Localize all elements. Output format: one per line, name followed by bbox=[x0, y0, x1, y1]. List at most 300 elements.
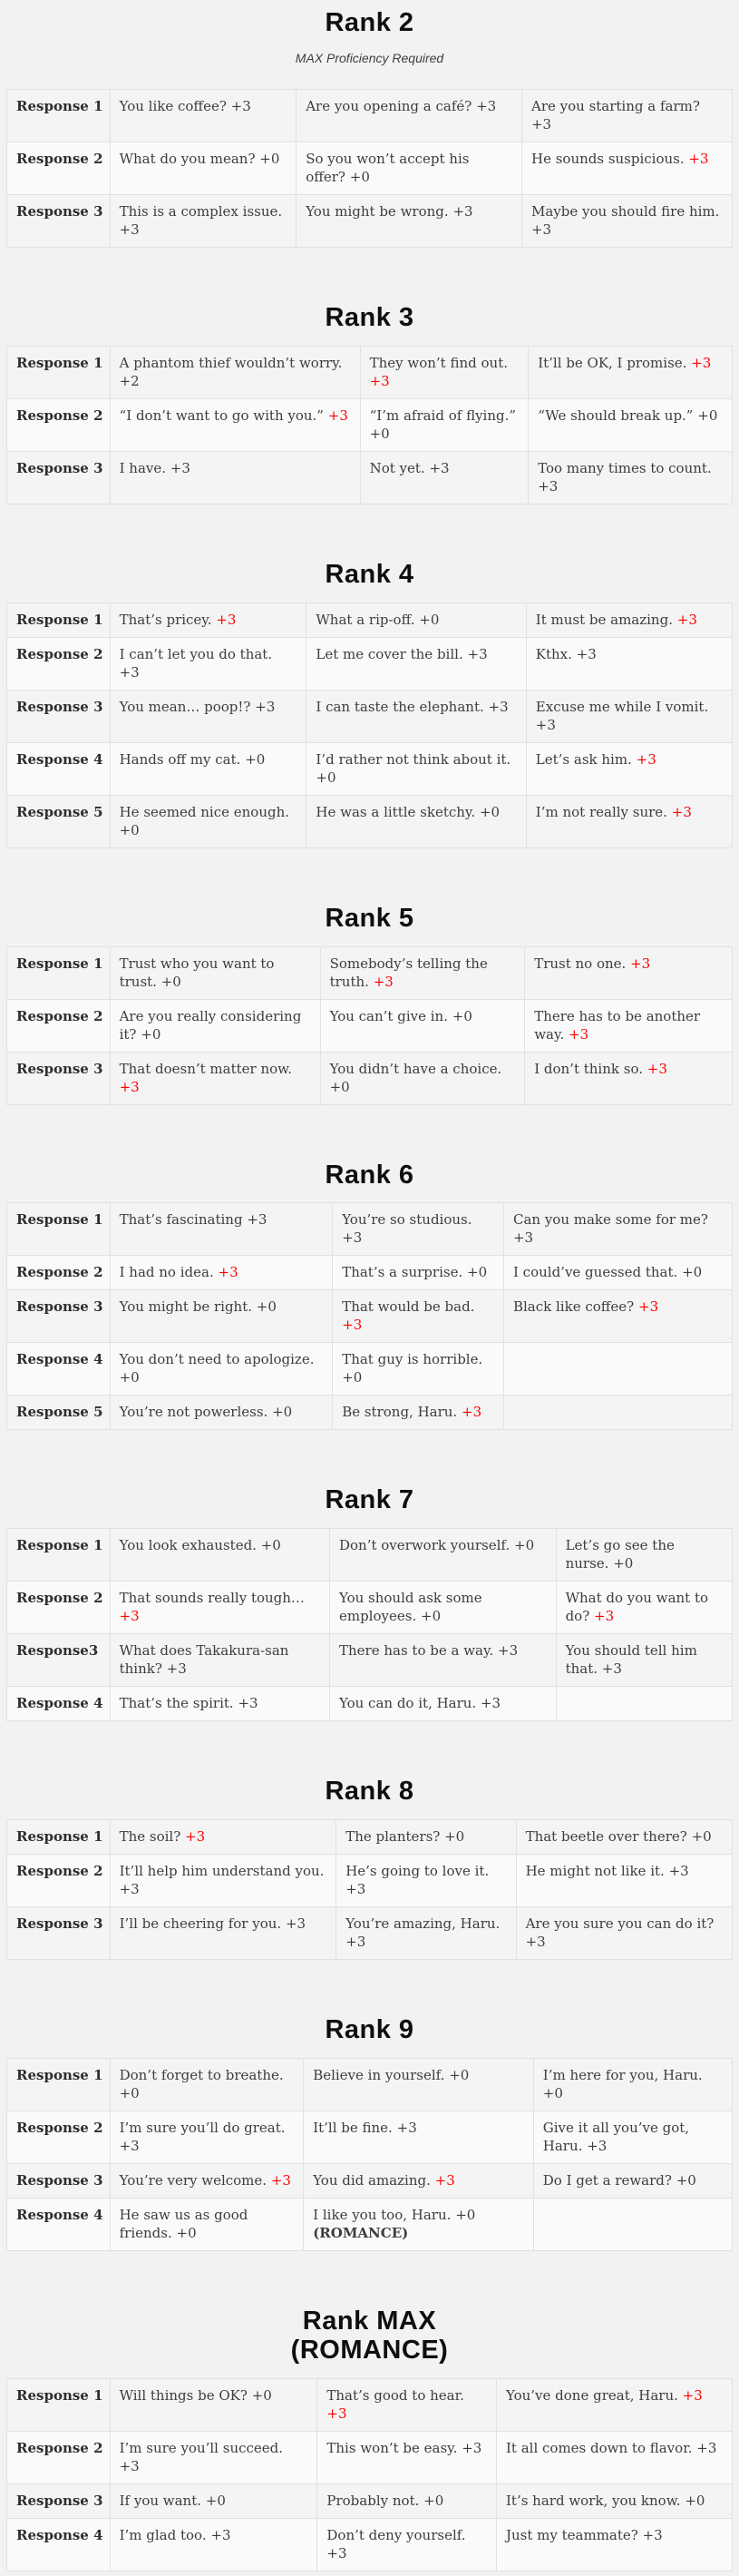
response-cell bbox=[110, 1052, 320, 1104]
response-cell bbox=[336, 1855, 516, 1907]
response-text: What a rip-off. bbox=[316, 611, 415, 628]
bonus-value: +3 bbox=[326, 2544, 347, 2561]
bonus-value: +0 bbox=[449, 2067, 470, 2084]
bonus-value: +0 bbox=[697, 406, 718, 424]
bonus-value: +3 bbox=[498, 1642, 519, 1660]
response-cell bbox=[306, 690, 526, 742]
response-text: You might be wrong. bbox=[306, 202, 449, 220]
rank-title-text: Rank 8 bbox=[325, 1777, 414, 1807]
bonus-value: +3 bbox=[576, 645, 597, 662]
bonus-value: +3 bbox=[476, 97, 497, 114]
response-text: “We should break up.” bbox=[538, 406, 694, 424]
response-cell bbox=[110, 2518, 317, 2571]
response-text: What does Takakura-san think? bbox=[119, 1642, 289, 1678]
response-cell bbox=[336, 1820, 516, 1855]
response-cell bbox=[110, 1855, 336, 1907]
response-text: You can’t give in. bbox=[329, 1007, 448, 1024]
response-text: You’ve done great, Haru. bbox=[505, 2386, 678, 2404]
bonus-value: +3 bbox=[119, 663, 140, 681]
response-text: This is a complex issue. bbox=[119, 202, 283, 220]
response-cell bbox=[533, 2111, 732, 2164]
response-text: I can’t let you do that. bbox=[119, 645, 273, 662]
response-cell bbox=[556, 1634, 732, 1687]
response-text: You should ask some employees. bbox=[338, 1590, 482, 1625]
rank-title bbox=[6, 905, 733, 934]
table-row bbox=[7, 2199, 733, 2251]
bonus-value: +0 bbox=[119, 2085, 140, 2102]
romance-note: (ROMANCE) bbox=[313, 2225, 409, 2242]
response-text: “I’m afraid of flying.” bbox=[369, 406, 517, 424]
rank-section bbox=[6, 1778, 733, 1960]
response-text: He sounds suspicious. bbox=[530, 150, 685, 167]
rank-title bbox=[6, 1161, 733, 1190]
response-text: Believe in yourself. bbox=[313, 2067, 445, 2084]
bonus-value: +0 bbox=[260, 1537, 281, 1554]
response-cell bbox=[503, 1256, 732, 1290]
responses-table bbox=[6, 2378, 733, 2571]
response-text: Trust who you want to trust. bbox=[119, 955, 275, 990]
response-cell bbox=[110, 1290, 333, 1343]
response-label: Response 2 bbox=[7, 1855, 111, 1907]
response-text: He’s going to love it. bbox=[345, 1863, 490, 1880]
bonus-value: +0 bbox=[259, 150, 280, 167]
response-label: Response 3 bbox=[7, 2164, 111, 2199]
response-text: You like coffee? bbox=[119, 97, 227, 114]
response-cell bbox=[503, 1343, 732, 1396]
bonus-value-best: +3 bbox=[218, 1264, 238, 1281]
response-cell bbox=[333, 1290, 504, 1343]
bonus-value: +3 bbox=[668, 1863, 689, 1880]
response-cell bbox=[521, 194, 732, 247]
response-text: The soil? bbox=[119, 1828, 181, 1846]
table-row bbox=[7, 2111, 733, 2164]
response-text: It’ll be fine. bbox=[313, 2120, 393, 2137]
response-cell bbox=[333, 1203, 504, 1256]
response-cell bbox=[556, 1687, 732, 1721]
response-text: That’s good to hear. bbox=[326, 2386, 464, 2404]
response-text: There has to be a way. bbox=[338, 1642, 494, 1660]
response-label: Response 2 bbox=[7, 999, 111, 1052]
response-cell bbox=[329, 1687, 556, 1721]
response-text: That sounds really tough… bbox=[119, 1590, 305, 1607]
response-text: You should tell him that. bbox=[565, 1642, 697, 1678]
response-cell bbox=[503, 1290, 732, 1343]
response-label: Response 5 bbox=[7, 795, 111, 847]
response-cell bbox=[306, 795, 526, 847]
response-cell bbox=[110, 602, 306, 637]
response-text: Can you make some for me? bbox=[512, 1211, 708, 1229]
responses-table bbox=[6, 89, 733, 248]
bonus-value-best: +3 bbox=[270, 2172, 291, 2189]
table-row bbox=[7, 1687, 733, 1721]
bonus-value-best: +3 bbox=[326, 2405, 347, 2422]
bonus-value: +0 bbox=[613, 1555, 634, 1572]
bonus-value-best: +3 bbox=[369, 372, 390, 389]
rank-section bbox=[6, 561, 733, 848]
responses-table bbox=[6, 1819, 733, 1960]
response-text: You’re so studious. bbox=[342, 1211, 472, 1229]
response-cell bbox=[306, 742, 526, 795]
bonus-value: +3 bbox=[512, 1229, 534, 1247]
bonus-value-best: +3 bbox=[630, 955, 651, 972]
rank-section bbox=[6, 2016, 733, 2251]
table-row bbox=[7, 1290, 733, 1343]
response-label: Response 1 bbox=[7, 1529, 111, 1582]
response-cell bbox=[317, 2483, 497, 2518]
rank-title-text: Rank 3 bbox=[325, 302, 414, 332]
rank-section bbox=[6, 304, 733, 504]
table-row bbox=[7, 1634, 733, 1687]
response-label: Response 3 bbox=[7, 690, 111, 742]
response-text: Maybe you should fire him. bbox=[530, 202, 720, 220]
bonus-value: +0 bbox=[685, 2492, 705, 2509]
response-cell bbox=[329, 1582, 556, 1634]
response-text: You’re very welcome. bbox=[119, 2172, 267, 2189]
response-label: Response 1 bbox=[7, 946, 111, 999]
bonus-value-best: +3 bbox=[647, 1060, 667, 1077]
response-text: You’re amazing, Haru. bbox=[345, 1915, 501, 1933]
response-text: I’m not really sure. bbox=[535, 803, 667, 820]
response-cell bbox=[297, 194, 522, 247]
response-text: Are you opening a café? bbox=[306, 97, 472, 114]
response-label: Response 3 bbox=[7, 451, 111, 504]
response-text: Are you really considering it? bbox=[119, 1007, 302, 1043]
rank-title-text: Rank 2 bbox=[325, 8, 414, 37]
response-label: Response 5 bbox=[7, 1396, 111, 1430]
table-row bbox=[7, 1052, 733, 1104]
response-cell bbox=[320, 946, 525, 999]
responses-table bbox=[6, 346, 733, 504]
bonus-value: +0 bbox=[676, 2172, 696, 2189]
bonus-value-best: +3 bbox=[216, 611, 237, 628]
bonus-value: +0 bbox=[176, 2225, 197, 2242]
response-label: Response 4 bbox=[7, 2199, 111, 2251]
response-cell bbox=[516, 1820, 732, 1855]
bonus-value: +0 bbox=[455, 2207, 476, 2224]
table-row bbox=[7, 2518, 733, 2571]
rank-title-text: Rank 6 bbox=[325, 1160, 414, 1190]
responses-table bbox=[6, 1528, 733, 1721]
response-text: I’ll be cheering for you. bbox=[119, 1915, 282, 1933]
bonus-value: +3 bbox=[119, 2138, 140, 2155]
response-text: Just my teammate? bbox=[505, 2526, 638, 2543]
rank-section bbox=[6, 2307, 733, 2571]
response-text: It must be amazing. bbox=[535, 611, 673, 628]
response-cell bbox=[526, 690, 732, 742]
response-cell bbox=[525, 1052, 733, 1104]
response-cell bbox=[110, 2431, 317, 2483]
table-row bbox=[7, 690, 733, 742]
response-cell bbox=[304, 2199, 534, 2251]
responses-table bbox=[6, 602, 733, 848]
response-text: Give it all you’ve got, Haru. bbox=[542, 2120, 690, 2155]
bonus-value-best: +3 bbox=[119, 1608, 140, 1625]
response-cell bbox=[306, 637, 526, 690]
response-cell bbox=[526, 602, 732, 637]
bonus-value: +0 bbox=[349, 168, 370, 185]
response-cell bbox=[526, 795, 732, 847]
table-row bbox=[7, 795, 733, 847]
response-cell bbox=[556, 1582, 732, 1634]
bonus-value: +0 bbox=[272, 1404, 293, 1421]
table-row bbox=[7, 451, 733, 504]
response-cell bbox=[110, 2483, 317, 2518]
response-text: This won’t be easy. bbox=[326, 2439, 458, 2456]
response-cell bbox=[556, 1529, 732, 1582]
bonus-value-best: +3 bbox=[185, 1828, 206, 1846]
bonus-value: +3 bbox=[467, 645, 488, 662]
bonus-value: +3 bbox=[285, 1915, 306, 1933]
bonus-value: +3 bbox=[587, 2138, 608, 2155]
response-cell bbox=[110, 2378, 317, 2431]
response-cell bbox=[110, 999, 320, 1052]
response-text: The planters? bbox=[345, 1828, 441, 1846]
response-label: Response 1 bbox=[7, 346, 111, 398]
response-text: You look exhausted. bbox=[119, 1537, 257, 1554]
response-label: Response 2 bbox=[7, 637, 111, 690]
response-cell bbox=[304, 2059, 534, 2111]
response-label: Response 1 bbox=[7, 2059, 111, 2111]
table-row bbox=[7, 602, 733, 637]
bonus-value: +0 bbox=[251, 2386, 272, 2404]
response-label: Response 1 bbox=[7, 1203, 111, 1256]
response-text: That beetle over there? bbox=[525, 1828, 687, 1846]
bonus-value: +0 bbox=[342, 1369, 363, 1386]
bonus-value-best: +3 bbox=[638, 1298, 659, 1316]
bonus-value: +3 bbox=[230, 97, 251, 114]
response-text: I’m sure you’ll do great. bbox=[119, 2120, 286, 2137]
response-text: He was a little sketchy. bbox=[316, 803, 476, 820]
response-label: Response 4 bbox=[7, 1343, 111, 1396]
response-text: Probably not. bbox=[326, 2492, 420, 2509]
response-text: He saw us as good friends. bbox=[119, 2207, 248, 2242]
bonus-value: +3 bbox=[345, 1934, 366, 1951]
bonus-value: +0 bbox=[423, 2492, 444, 2509]
response-text: Are you sure you can do it? bbox=[525, 1915, 715, 1933]
bonus-value: +3 bbox=[345, 1881, 366, 1898]
response-text: Black like coffee? bbox=[512, 1298, 635, 1316]
response-text: I’d rather not think about it. bbox=[316, 750, 511, 768]
response-cell bbox=[110, 1687, 329, 1721]
response-text: Too many times to count. bbox=[538, 459, 712, 476]
table-row bbox=[7, 1582, 733, 1634]
response-cell bbox=[329, 1529, 556, 1582]
rank-title bbox=[6, 2016, 733, 2045]
response-label: Response 3 bbox=[7, 1290, 111, 1343]
response-text: If you want. bbox=[119, 2492, 202, 2509]
response-text: A phantom thief wouldn’t worry. bbox=[119, 354, 343, 371]
response-text: It all comes down to flavor. bbox=[505, 2439, 693, 2456]
table-row bbox=[7, 89, 733, 142]
rank-title bbox=[6, 1486, 733, 1515]
rank-section bbox=[6, 1486, 733, 1721]
response-text: It’ll be OK, I promise. bbox=[538, 354, 687, 371]
rank-title-text: Rank MAX bbox=[302, 2307, 437, 2336]
table-row bbox=[7, 1907, 733, 1960]
bonus-value: +0 bbox=[514, 1537, 535, 1554]
response-cell bbox=[521, 89, 732, 142]
response-cell bbox=[110, 1820, 336, 1855]
rank-title bbox=[6, 9, 733, 38]
response-cell bbox=[526, 637, 732, 690]
bonus-value: +3 bbox=[530, 115, 552, 132]
table-row bbox=[7, 999, 733, 1052]
bonus-value-best: +3 bbox=[636, 750, 656, 768]
bonus-value: +0 bbox=[479, 803, 501, 820]
response-cell bbox=[110, 346, 360, 398]
response-text: You don’t need to apologize. bbox=[119, 1351, 315, 1368]
bonus-value-best: +3 bbox=[327, 406, 348, 424]
bonus-value-best: +3 bbox=[671, 803, 692, 820]
response-cell bbox=[529, 451, 733, 504]
response-cell bbox=[110, 2111, 304, 2164]
table-row bbox=[7, 1529, 733, 1582]
response-label: Response 1 bbox=[7, 602, 111, 637]
table-row bbox=[7, 142, 733, 194]
response-cell bbox=[297, 142, 522, 194]
response-cell bbox=[333, 1256, 504, 1290]
response-cell bbox=[329, 1634, 556, 1687]
response-text: He seemed nice enough. bbox=[119, 803, 290, 820]
response-text: Don’t forget to breathe. bbox=[119, 2067, 284, 2084]
response-text: Somebody’s telling the truth. bbox=[329, 955, 488, 990]
bonus-value-best: +3 bbox=[688, 150, 709, 167]
response-cell bbox=[526, 742, 732, 795]
response-cell bbox=[360, 398, 529, 451]
response-cell bbox=[304, 2111, 534, 2164]
response-text: “I don’t want to go with you.” bbox=[119, 406, 324, 424]
bonus-value: +3 bbox=[462, 2439, 482, 2456]
response-cell bbox=[336, 1907, 516, 1960]
bonus-value: +3 bbox=[166, 1660, 187, 1678]
response-cell bbox=[110, 1203, 333, 1256]
response-cell bbox=[110, 398, 360, 451]
bonus-value: +0 bbox=[421, 1608, 442, 1625]
response-cell bbox=[320, 1052, 525, 1104]
response-cell bbox=[496, 2378, 732, 2431]
response-cell bbox=[110, 194, 297, 247]
response-cell bbox=[516, 1907, 732, 1960]
bonus-value-best: +3 bbox=[119, 1078, 140, 1095]
response-text: So you won’t accept his offer? bbox=[306, 150, 470, 185]
response-text: That’s a surprise. bbox=[342, 1264, 463, 1281]
table-row bbox=[7, 2378, 733, 2431]
response-cell bbox=[333, 1396, 504, 1430]
response-text: Excuse me while I vomit. bbox=[535, 698, 709, 715]
bonus-value: +0 bbox=[256, 1298, 277, 1316]
rank-title-text: Rank 5 bbox=[325, 903, 414, 933]
response-cell bbox=[503, 1396, 732, 1430]
rank-title-line2: (ROMANCE) bbox=[290, 2336, 449, 2365]
response-label: Response 1 bbox=[7, 89, 111, 142]
response-text: That guy is horrible. bbox=[342, 1351, 483, 1368]
response-text: You did amazing. bbox=[313, 2172, 431, 2189]
response-label: Response 1 bbox=[7, 1820, 111, 1855]
response-label: Response 2 bbox=[7, 142, 111, 194]
table-row bbox=[7, 2059, 733, 2111]
response-cell bbox=[360, 451, 529, 504]
response-text: That’s the spirit. bbox=[119, 1695, 234, 1712]
response-cell bbox=[110, 946, 320, 999]
response-label: Response 2 bbox=[7, 398, 111, 451]
response-text: It’s hard work, you know. bbox=[505, 2492, 681, 2509]
table-row bbox=[7, 1820, 733, 1855]
table-row bbox=[7, 398, 733, 451]
bonus-value: +0 bbox=[369, 425, 390, 442]
bonus-value: +3 bbox=[255, 698, 276, 715]
bonus-value-best: +3 bbox=[691, 354, 712, 371]
bonus-value-best: +3 bbox=[569, 1025, 589, 1043]
table-row bbox=[7, 194, 733, 247]
response-text: That’s pricey. bbox=[119, 611, 212, 628]
rank-title-text: Rank 9 bbox=[325, 2015, 414, 2045]
bonus-value-best: +3 bbox=[462, 1404, 482, 1421]
bonus-value-best: +3 bbox=[434, 2172, 455, 2189]
response-cell bbox=[110, 2199, 304, 2251]
bonus-value: +3 bbox=[452, 202, 473, 220]
response-label: Response 4 bbox=[7, 1687, 111, 1721]
response-text: Let’s ask him. bbox=[535, 750, 632, 768]
response-text: Will things be OK? bbox=[119, 2386, 248, 2404]
response-cell bbox=[110, 1396, 333, 1430]
response-cell bbox=[529, 398, 733, 451]
response-text: Let me cover the bill. bbox=[316, 645, 463, 662]
response-text: They won’t find out. bbox=[369, 354, 508, 371]
response-text: Let’s go see the nurse. bbox=[565, 1537, 675, 1572]
table-row bbox=[7, 1343, 733, 1396]
response-label: Response 2 bbox=[7, 2431, 111, 2483]
rank-section bbox=[6, 905, 733, 1105]
response-text: You didn’t have a choice. bbox=[329, 1060, 502, 1077]
bonus-value: +0 bbox=[160, 973, 181, 990]
response-text: Kthx. bbox=[535, 645, 572, 662]
response-text: Hands off my cat. bbox=[119, 750, 241, 768]
bonus-value: +0 bbox=[691, 1828, 712, 1846]
bonus-value: +0 bbox=[119, 1369, 140, 1386]
bonus-value-best: +3 bbox=[682, 2386, 703, 2404]
table-row bbox=[7, 1256, 733, 1290]
response-label: Response 3 bbox=[7, 1052, 111, 1104]
bonus-value: +0 bbox=[444, 1828, 465, 1846]
bonus-value: +3 bbox=[342, 1229, 363, 1247]
response-cell bbox=[304, 2164, 534, 2199]
bonus-value: +0 bbox=[245, 750, 266, 768]
response-text: Not yet. bbox=[369, 459, 425, 476]
response-text: Be strong, Haru. bbox=[342, 1404, 458, 1421]
responses-table bbox=[6, 2058, 733, 2251]
response-cell bbox=[496, 2483, 732, 2518]
response-cell bbox=[533, 2164, 732, 2199]
response-text: I’m glad too. bbox=[119, 2526, 207, 2543]
bonus-value: +0 bbox=[141, 1025, 161, 1043]
response-label: Response 3 bbox=[7, 1907, 111, 1960]
response-cell bbox=[516, 1855, 732, 1907]
response-text: I could’ve guessed that. bbox=[512, 1264, 678, 1281]
bonus-value: +3 bbox=[480, 1695, 501, 1712]
rank-section bbox=[6, 9, 733, 248]
response-text: That’s fascinating bbox=[119, 1211, 243, 1229]
table-row bbox=[7, 2431, 733, 2483]
response-cell bbox=[110, 1582, 329, 1634]
response-label: Response 4 bbox=[7, 2518, 111, 2571]
rank-title bbox=[6, 2307, 733, 2365]
response-cell bbox=[110, 1529, 329, 1582]
response-cell bbox=[533, 2059, 732, 2111]
response-cell bbox=[110, 1907, 336, 1960]
bonus-value: +0 bbox=[542, 2085, 563, 2102]
response-cell bbox=[333, 1343, 504, 1396]
response-label: Response 2 bbox=[7, 1256, 111, 1290]
